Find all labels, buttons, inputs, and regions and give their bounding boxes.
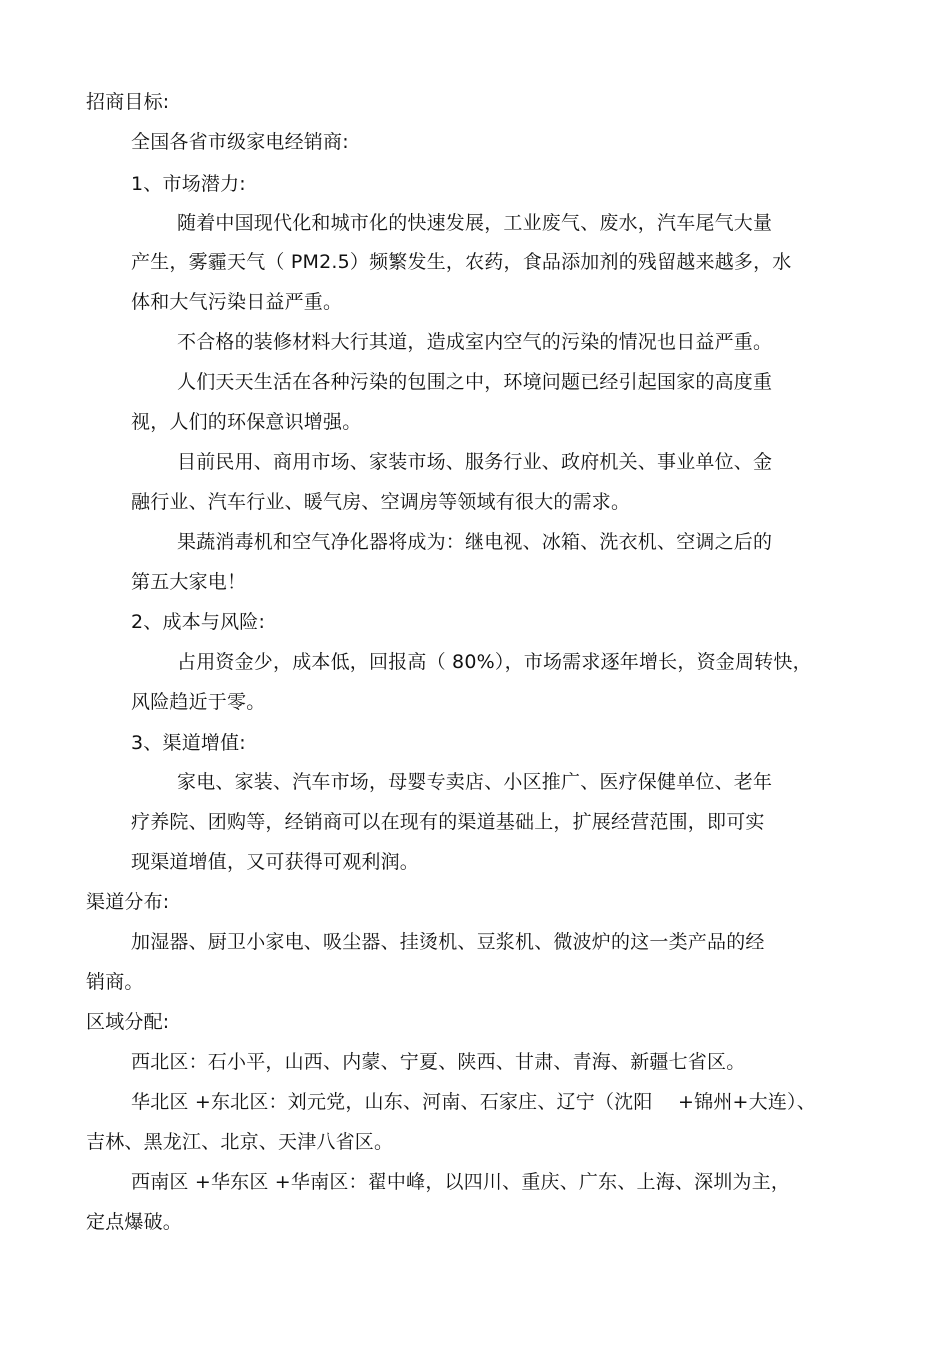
section-2-title: 2、成本与风险: [131, 611, 266, 633]
heading-recruitment-target: 招商目标: [86, 91, 170, 113]
heading-region-allocation: 区域分配: [86, 1011, 170, 1033]
paragraph-line: 不合格的装修材料大行其道，造成室内空气的污染的情况也日益严重。 [177, 331, 773, 353]
paragraph-line: 果蔬消毒机和空气净化器将成为：继电视、冰箱、洗衣机、空调之后的 [177, 531, 773, 553]
paragraph-line: 西南区 +华东区 +华南区：翟中峰，以四川、重庆、广东、上海、深圳为主， [131, 1171, 791, 1193]
paragraph-line: 加湿器、厨卫小家电、吸尘器、挂烫机、豆浆机、微波炉的这一类产品的经 [131, 931, 765, 953]
section-1-title: 1、市场潜力: [131, 173, 246, 195]
paragraph-line: 定点爆破。 [86, 1211, 183, 1233]
paragraph-line: 风险趋近于零。 [131, 691, 266, 713]
paragraph-line: 融行业、汽车行业、暖气房、空调房等领域有很大的需求。 [131, 491, 631, 513]
paragraph-line: 产生，雾霾天气（ PM2.5）频繁发生，农药，食品添加剂的残留越来越多，水 [131, 251, 792, 273]
paragraph-line: 现渠道增值，又可获得可观利润。 [131, 851, 420, 873]
paragraph-line: 体和大气污染日益严重。 [131, 291, 343, 313]
paragraph-line: 吉林、黑龙江、北京、天津八省区。 [86, 1131, 394, 1153]
paragraph-line: 人们天天生活在各种污染的包围之中，环境问题已经引起国家的高度重 [177, 371, 773, 393]
paragraph-line: 第五大家电！ [131, 571, 247, 593]
paragraph-line: 随着中国现代化和城市化的快速发展，工业废气、废水，汽车尾气大量 [177, 212, 773, 234]
paragraph-line: 华北区 +东北区：刘元党，山东、河南、石家庄、辽宁（沈阳 +锦州+大连）、 [131, 1091, 816, 1113]
heading-channel-distribution: 渠道分布: [86, 891, 170, 913]
paragraph-line: 销商。 [86, 971, 144, 993]
paragraph-line: 视，人们的环保意识增强。 [131, 411, 362, 433]
dealers-title: 全国各省市级家电经销商: [131, 131, 349, 153]
paragraph-line: 目前民用、商用市场、家装市场、服务行业、政府机关、事业单位、金 [177, 451, 773, 473]
paragraph-line: 家电、家装、汽车市场，母婴专卖店、小区推广、医疗保健单位、老年 [177, 771, 773, 793]
paragraph-line: 疗养院、团购等，经销商可以在现有的渠道基础上，扩展经营范围，即可实 [131, 811, 765, 833]
section-3-title: 3、渠道增值: [131, 732, 246, 754]
paragraph-line: 西北区：石小平，山西、内蒙、宁夏、陕西、甘肃、青海、新疆七省区。 [131, 1051, 746, 1073]
paragraph-line: 占用资金少，成本低，回报高（ 80%），市场需求逐年增长，资金周转快， [177, 651, 812, 673]
